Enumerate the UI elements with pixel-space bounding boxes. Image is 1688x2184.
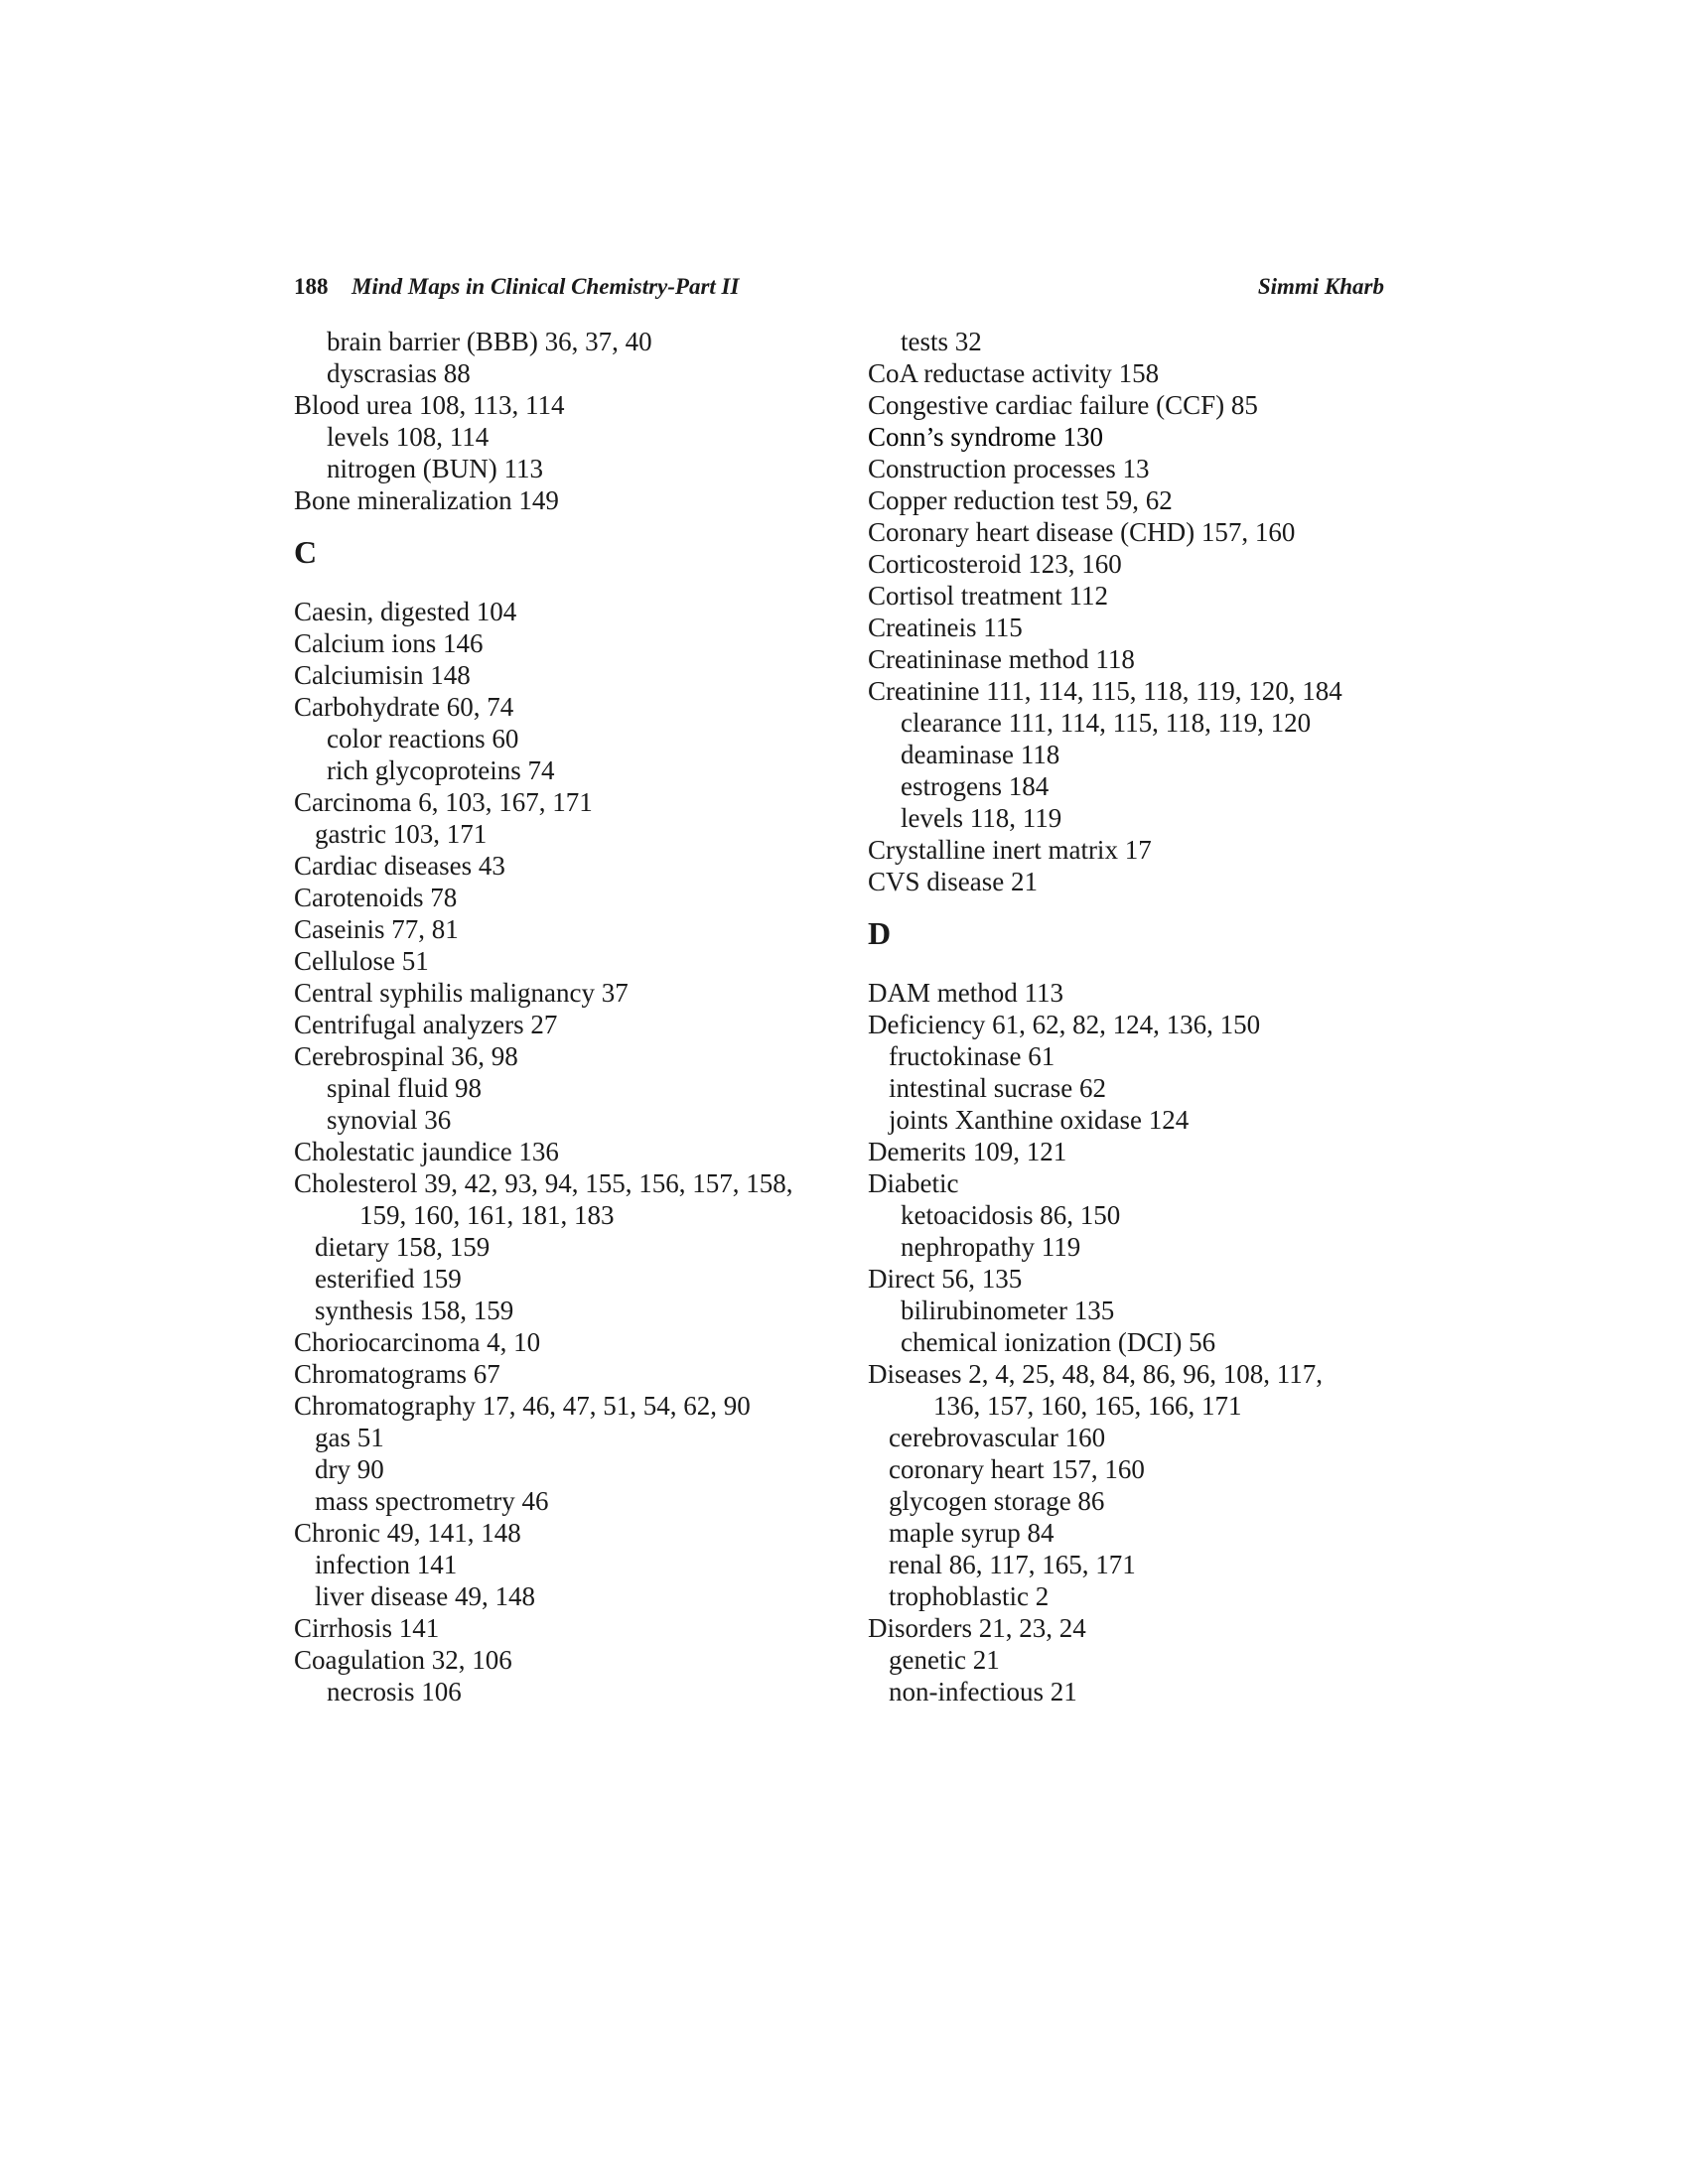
book-title: Mind Maps in Clinical Chemistry-Part II	[352, 274, 740, 299]
index-subentry: gas 51	[315, 1423, 384, 1452]
index-subentry: 159, 160, 161, 181, 183	[359, 1200, 615, 1230]
index-entry: Diseases 2, 4, 25, 48, 84, 86, 96, 108, 117,	[868, 1359, 1323, 1389]
index-entry: Conn’s syndrome 130	[868, 422, 1104, 452]
index-subentry: 136, 157, 160, 165, 166, 171	[933, 1391, 1242, 1421]
index-subentry: synovial 36	[327, 1105, 452, 1135]
index-subentry: synthesis 158, 159	[315, 1296, 514, 1325]
index-subentry: levels 108, 114	[327, 422, 490, 452]
index-subentry: maple syrup 84	[889, 1518, 1055, 1548]
index-entry: Coronary heart disease (CHD) 157, 160	[868, 517, 1296, 547]
index-entry: Blood urea 108, 113, 114	[294, 390, 565, 420]
index-entry: Cortisol treatment 112	[868, 581, 1108, 611]
index-entry: Crystalline inert matrix 17	[868, 835, 1152, 865]
index-subentry: bilirubinometer 135	[901, 1296, 1115, 1325]
author-name: Simmi Kharb	[1257, 274, 1384, 299]
index-entry: Carotenoids 78	[294, 883, 458, 912]
index-entry: Chromatography 17, 46, 47, 51, 54, 62, 90	[294, 1391, 751, 1421]
index-subentry: nitrogen (BUN) 113	[327, 454, 543, 483]
index-entry: Direct 56, 135	[868, 1264, 1023, 1294]
index-entry: Deficiency 61, 62, 82, 124, 136, 150	[868, 1010, 1261, 1039]
index-subentry: ketoacidosis 86, 150	[901, 1200, 1121, 1230]
index-section-letter: C	[294, 534, 318, 570]
index-entry: DAM method 113	[868, 978, 1063, 1008]
index-subentry: infection 141	[315, 1550, 458, 1579]
index-entry: Cellulose 51	[294, 946, 429, 976]
index-entry: Cardiac diseases 43	[294, 851, 505, 881]
index-subentry: esterified 159	[315, 1264, 462, 1294]
index-subentry: tests 32	[901, 327, 982, 356]
index-subentry: cerebrovascular 160	[889, 1423, 1106, 1452]
index-entry: Congestive cardiac failure (CCF) 85	[868, 390, 1258, 420]
index-entry: CoA reductase activity 158	[868, 358, 1160, 388]
index-subentry: trophoblastic 2	[889, 1581, 1050, 1611]
index-entry: CVS disease 21	[868, 867, 1038, 896]
index-subentry: necrosis 106	[327, 1677, 462, 1706]
index-entry: Chronic 49, 141, 148	[294, 1518, 521, 1548]
index-subentry: gastric 103, 171	[315, 819, 488, 849]
index-subentry: coronary heart 157, 160	[889, 1454, 1145, 1484]
index-entry: Copper reduction test 59, 62	[868, 485, 1173, 515]
index-subentry: dietary 158, 159	[315, 1232, 491, 1262]
index-entry: Choriocarcinoma 4, 10	[294, 1327, 541, 1357]
index-subentry: spinal fluid 98	[327, 1073, 482, 1103]
index-entry: Diabetic	[868, 1168, 959, 1198]
index-subentry: glycogen storage 86	[889, 1486, 1105, 1516]
index-subentry: renal 86, 117, 165, 171	[889, 1550, 1136, 1579]
index-entry: Caesin, digested 104	[294, 597, 517, 626]
index-entry: Caseinis 77, 81	[294, 914, 459, 944]
index-entry: Corticosteroid 123, 160	[868, 549, 1122, 579]
index-subentry: fructokinase 61	[889, 1041, 1055, 1071]
index-entry: Carcinoma 6, 103, 167, 171	[294, 787, 593, 817]
index-subentry: chemical ionization (DCI) 56	[901, 1327, 1216, 1357]
index-subentry: joints Xanthine oxidase 124	[889, 1105, 1190, 1135]
index-entry: Centrifugal analyzers 27	[294, 1010, 558, 1039]
index-entry: Calcium ions 146	[294, 628, 484, 658]
index-entry: Cholesterol 39, 42, 93, 94, 155, 156, 157, 158,	[294, 1168, 793, 1198]
index-subentry: liver disease 49, 148	[315, 1581, 535, 1611]
index-entry: Creatinine 111, 114, 115, 118, 119, 120, 184	[868, 676, 1342, 706]
index-entry: Creatineis 115	[868, 613, 1023, 642]
index-entry: Carbohydrate 60, 74	[294, 692, 514, 722]
index-entry: Central syphilis malignancy 37	[294, 978, 629, 1008]
index-subentry: nephropathy 119	[901, 1232, 1081, 1262]
index-entry: Chromatograms 67	[294, 1359, 500, 1389]
index-subentry: color reactions 60	[327, 724, 519, 753]
index-subentry: intestinal sucrase 62	[889, 1073, 1106, 1103]
index-subentry: brain barrier (BBB) 36, 37, 40	[327, 327, 652, 356]
index-section-letter: D	[868, 915, 892, 951]
page-number: 188	[294, 274, 329, 299]
index-entry: Cerebrospinal 36, 98	[294, 1041, 518, 1071]
index-subentry: dry 90	[315, 1454, 384, 1484]
index-entry: Calciumisin 148	[294, 660, 471, 690]
index-entry: Cirrhosis 141	[294, 1613, 440, 1643]
index-entry: Coagulation 32, 106	[294, 1645, 512, 1675]
running-header	[294, 270, 1384, 310]
index-entry: Demerits 109, 121	[868, 1137, 1067, 1166]
index-column-right	[868, 326, 1404, 1707]
index-subentry: deaminase 118	[901, 740, 1060, 769]
index-subentry: levels 118, 119	[901, 803, 1062, 833]
index-subentry: rich glycoproteins 74	[327, 755, 555, 785]
index-entry: Bone mineralization 149	[294, 485, 559, 515]
index-subentry: mass spectrometry 46	[315, 1486, 549, 1516]
index-entry: Construction processes 13	[868, 454, 1150, 483]
index-subentry: estrogens 184	[901, 771, 1050, 801]
index-entry: Creatininase method 118	[868, 644, 1135, 674]
index-subentry: clearance 111, 114, 115, 118, 119, 120	[901, 708, 1312, 738]
index-column-left	[294, 326, 830, 1707]
index-subentry: genetic 21	[889, 1645, 1000, 1675]
index-subentry: dyscrasias 88	[327, 358, 471, 388]
index-entry: Cholestatic jaundice 136	[294, 1137, 559, 1166]
index-subentry: non-infectious 21	[889, 1677, 1077, 1706]
index-entry: Disorders 21, 23, 24	[868, 1613, 1086, 1643]
